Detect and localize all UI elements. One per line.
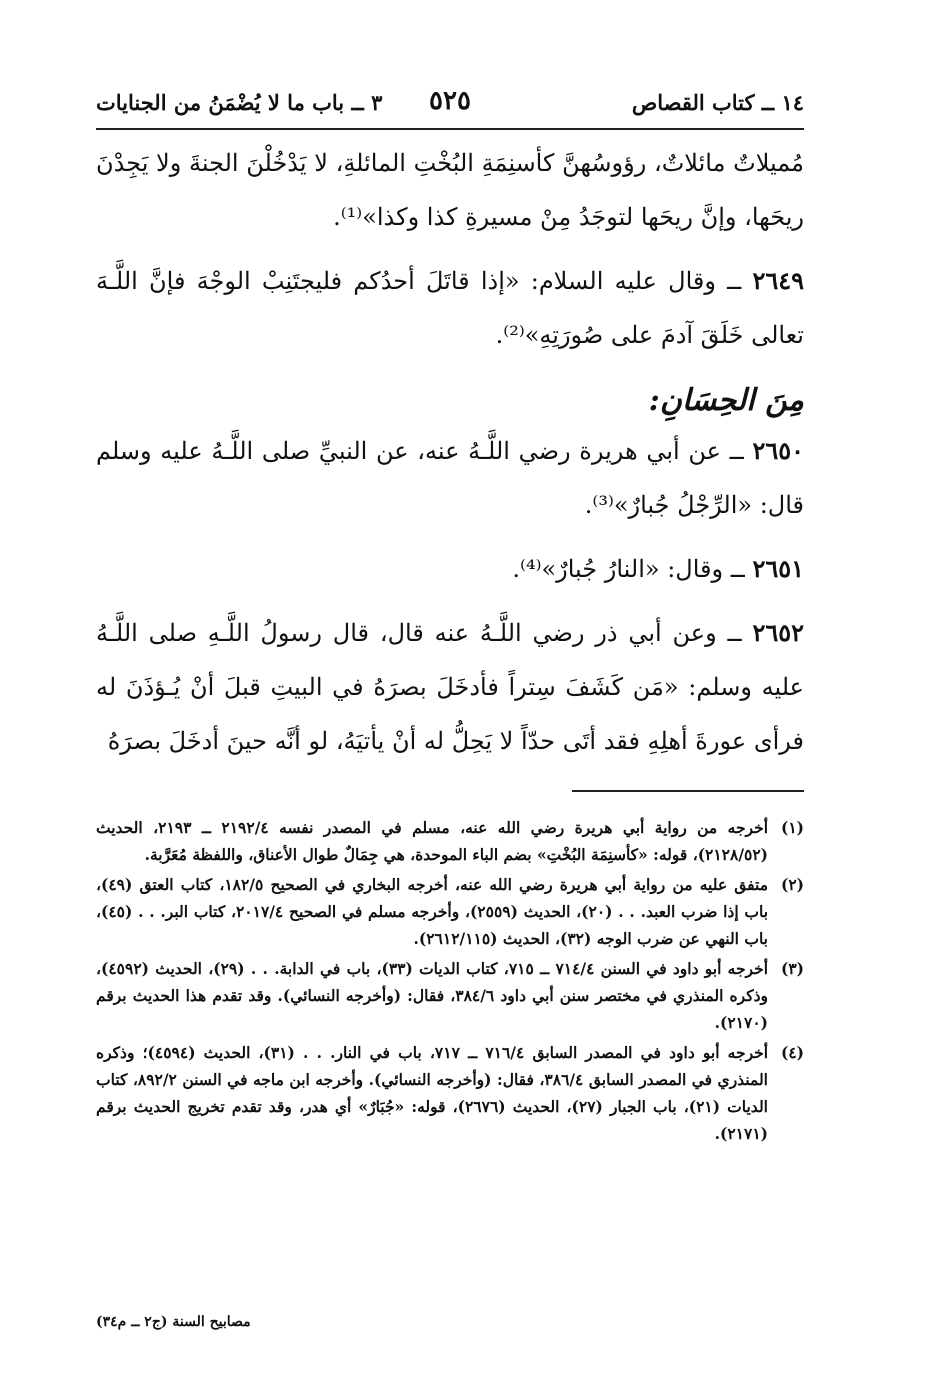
hadith-text: ــ وقال عليه السلام: «إذا قاتَلَ أحدُكم فليجتَنِبْ الوجْهَ فإنَّ اللَّـهَ تعالى خَلَقَ آدمَ على صُورَتِهِ»⁽²⁾. [96,267,804,349]
footnote-text: أخرجه من رواية أبي هريرة رضي الله عنه، مسلم في المصدر نفسه ٢١٩٢/٤ ــ ٢١٩٣، الحديث (٢١٢٨/٥٢)، قوله: «كأسنِمَة البُخْتِ» بضم الباء الموحدة، هي جِمَالٌ طوال الأعناق، واللفظة مُعَرَّبة. [96,818,768,864]
section-title: ٣ ــ باب ما لا يُضْمَنُ من الجنايات [96,90,383,115]
footnote-number: (٤) [780,1043,804,1062]
footnote-number: (١) [780,818,804,837]
hadith-text: ــ عن أبي هريرة رضي اللَّـهُ عنه، عن النبيِّ صلى اللَّـهُ عليه وسلم قال: «الرِّجْلُ جُبارٌ»⁽³⁾. [96,437,804,519]
hadith-2649 [96,254,804,362]
page-number: ٥٢٥ [429,86,471,116]
footnote [96,814,804,868]
signature-mark: مصابيح السنة (ج٢ ــ م٣٤) [96,1314,251,1330]
hadith-number: ٢٦٥١ [752,554,804,583]
footnote-number: (٣) [780,959,804,978]
footnote [96,871,804,952]
hadith-number: ٢٦٥٢ [752,618,804,647]
hadith-text: ــ وعن أبي ذر رضي اللَّـهُ عنه قال، قال رسولُ اللَّـهِ صلى اللَّـهُ عليه وسلم: «مَن كَشَفَ سِتراً فأدخَلَ بصرَهُ في البيتِ قبلَ أنْ يُـؤذَنَ له فرأى عورةَ أهلِهِ فقد أتَى حدّاً لا يَحِلُّ له أنْ يأتيَهُ، لو أنَّه حينَ أدخَلَ بصرَهُ [96,619,804,755]
hadith-text: ــ وقال: «النارُ جُبارٌ»⁽⁴⁾. [512,555,745,583]
footnote [96,1039,804,1147]
hadith-number: ٢٦٤٩ [752,266,804,295]
hadith-2651 [96,542,804,596]
book-page [96,84,804,1330]
hadith-2650 [96,424,804,532]
main-text [96,136,804,768]
footnote-text: متفق عليه من رواية أبي هريرة رضي الله عنه، أخرجه البخاري في الصحيح ١٨٢/٥، كتاب العتق (٤٩)، باب إذا ضرب العبد. . . (٢٠)، الحديث (٢٥٥٩)، وأخرجه مسلم في الصحيح ٢٠١٧/٤، كتاب البر. . . (٤٥)، باب النهي عن ضرب الوجه (٣٢)، الحديث (٢٦١٢/١١٥). [96,875,769,948]
chapter-title: ١٤ ــ كتاب القصاص [631,90,804,115]
footnote [96,955,804,1036]
hadith-number: ٢٦٥٠ [752,436,804,465]
footnote-separator [572,790,804,792]
section-heading: مِنَ الحِسَانِ: [648,383,804,418]
paragraph-continuation: مُميلاتٌ مائلاتٌ، رؤوسُهنَّ كأسنِمَةِ البُخْتِ المائلةِ، لا يَدْخُلْنَ الجنةَ ولا يَجِدْنَ ريحَها، وإنَّ ريحَها لتوجَدُ مِنْ مسيرةِ كذا وكذا»⁽¹⁾. [96,149,804,231]
footnotes [96,814,804,1150]
hadith-2652 [96,606,804,768]
running-header [96,84,804,130]
footnote-text: أخرجه أبو داود في السنن ٧١٤/٤ ــ ٧١٥، كتاب الديات (٣٣)، باب في الدابة. . . (٢٩)، الحديث (٤٥٩٢)، وذكره المنذري في مختصر سنن أبي داود ٣٨٤/٦، فقال: (وأخرجه النسائي). وقد تقدم هذا الحديث برقم (٢١٧٠). [96,959,769,1032]
footnote-text: أخرجه أبو داود في المصدر السابق ٧١٦/٤ ــ ٧١٧، باب في النار. . . (٣١)، الحديث (٤٥٩٤)؛ وذكره المنذري في المصدر السابق ٣٨٦/٤، فقال: (وأخرجه النسائي). وأخرجه ابن ماجه في السنن ٨٩٢/٢، كتاب الديات (٢١)، باب الجبار (٢٧)، الحديث (٢٦٧٦)، قوله: «جُبَارٌ» أي هدر، وقد تقدم تخريج الحديث برقم (٢١٧١). [96,1043,769,1143]
footnote-number: (٢) [780,875,804,894]
